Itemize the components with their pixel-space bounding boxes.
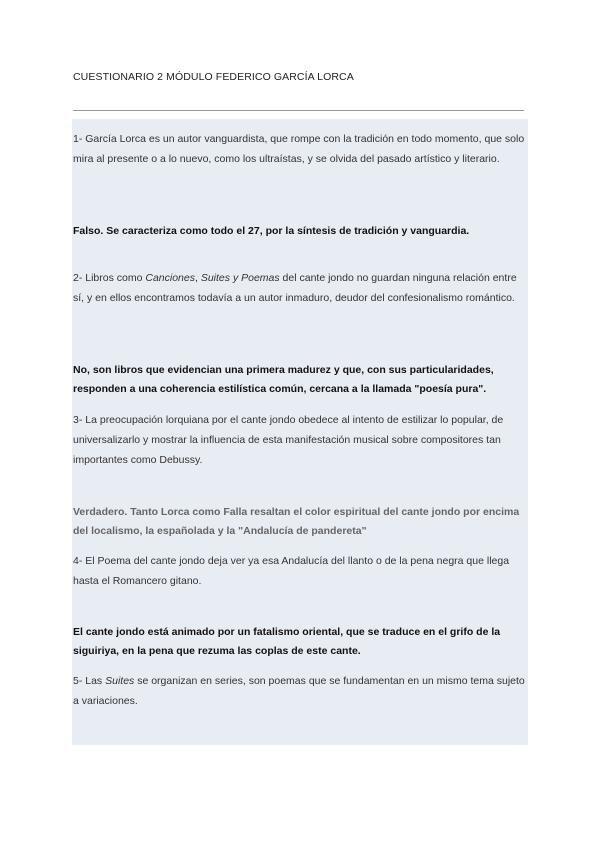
question-3: 3- La preocupación lorquiana por el cante jondo obedece al intento de estilizar lo popular, de universalizarlo y mostrar la influencia de esta manifestación musical sobre compositores tan importantes como Debussy. bbox=[73, 414, 504, 466]
question-2-italic-b: Suites y Poemas bbox=[200, 272, 280, 284]
question-1: 1- García Lorca es un autor vanguardista, que rompe con la tradición en todo momento, que solo mira al presente o a lo nuevo, como los ultraístas, y se olvida del pasado artístico y literario. bbox=[73, 133, 525, 165]
question-2-italic-a: Canciones bbox=[145, 272, 195, 284]
question-5 bbox=[73, 671, 528, 711]
title-divider bbox=[73, 110, 524, 111]
question-5-text-a: 5- Las bbox=[73, 675, 106, 687]
question-2-text-b: , bbox=[195, 272, 201, 284]
question-2-text-a: 2- Libros como bbox=[73, 272, 146, 284]
question-5-italic-a: Suites bbox=[105, 675, 135, 687]
document-title: CUESTIONARIO 2 MÓDULO FEDERICO GARCÍA LORCA bbox=[73, 71, 354, 83]
answer-1: Falso. Se caracteriza como todo el 27, por la síntesis de tradición y vanguardia. bbox=[73, 225, 470, 237]
question-2-text-c: del cante jondo no guardan ninguna relación entre sí, y en ellos encontramos todavía a un autor inmaduro, deudor del confesionalismo romántico. bbox=[73, 272, 517, 304]
question-2 bbox=[73, 268, 528, 308]
answer-2: No, son libros que evidencian una primera madurez y que, con sus particularidades, responden a una coherencia estilística común, cercana a la llamada "poesía pura". bbox=[73, 364, 494, 395]
question-5-text-b: se organizan en series, son poemas que se fundamentan en un mismo tema sujeto a variaciones. bbox=[73, 675, 525, 707]
question-4: 4- El Poema del cante jondo deja ver ya esa Andalucía del llanto o de la pena negra que llega hasta el Romancero gitano. bbox=[73, 555, 510, 587]
answer-3: Verdadero. Tanto Lorca como Falla resaltan el color espiritual del cante jondo por encima del localismo, la españolada y la "Andalucía de pandereta" bbox=[73, 506, 520, 537]
answer-4: El cante jondo está animado por un fatalismo oriental, que se traduce en el grifo de la siguiriya, en la pena que rezuma las coplas de este cante. bbox=[73, 626, 501, 657]
